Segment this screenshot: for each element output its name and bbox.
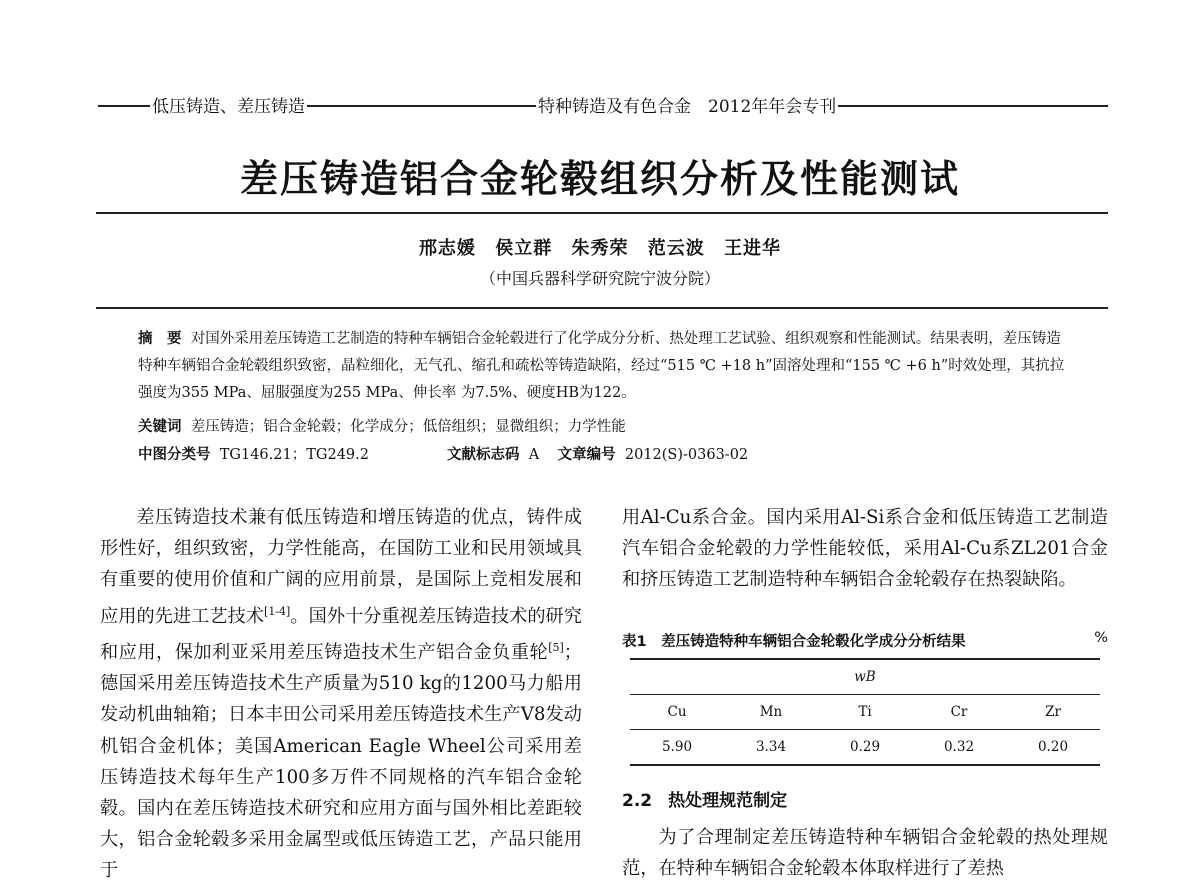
header-right: 特种铸造及有色合金 2012年年会专刊 [536, 92, 838, 117]
section-title: 热处理规范制定 [668, 791, 788, 811]
running-header [98, 92, 1108, 122]
table-caption [622, 630, 1108, 651]
paper-title: 差压铸造铝合金轮毂组织分析及性能测试 [239, 157, 960, 201]
citation: [1-4] [264, 604, 291, 618]
keywords-label: 关键词 [138, 419, 182, 435]
keywords-text: 差压铸造；铝合金轮毂；化学成分；低倍组织；显微组织；力学性能 [190, 419, 626, 435]
table-unit: % [1094, 630, 1108, 646]
body-right-column-continued [622, 822, 1108, 884]
section-number: 2.2 [622, 791, 653, 811]
table-header-cell: Cu [630, 695, 724, 730]
table-cell: 0.20 [1006, 730, 1100, 766]
article-number-value: 2012(S)-0363-02 [624, 447, 749, 463]
table-header-cell: Zr [1006, 695, 1100, 730]
table-cell: 5.90 [630, 730, 724, 766]
paragraph-text: 差压铸造技术兼有低压铸造和增压铸造的优点，铸件成形性好，组织致密，力学性能高，在国防工业和民用领域具有重要的使用价值和广阔的应用前景，是国际上竞相发展和应用的先进工艺技术 [100, 507, 582, 627]
table-caption-text: 表1 差压铸造特种车辆铝合金轮毂化学成分分析结果 [622, 634, 966, 650]
table-row [630, 730, 1100, 766]
affiliation: （中国兵器科学研究院宁波分院） [479, 269, 720, 288]
abstract-text: 对国外采用差压铸造工艺制造的特种车辆铝合金轮毂进行了化学成分分析、热处理工艺试验、组织观察和性能测试。结果表明，差压铸造特种车辆铝合金轮毂组织致密，晶粒细化，无气孔、缩孔和疏松等铸造缺陷，经过“515 ℃ +18 h”固溶处理和“155 ℃ +6 h”时效处理，其抗拉强度为355 MPa、屈服强度为255 MPa、伸长率 为7.5%、硬度HB为122。 [138, 331, 1065, 401]
paragraph [100, 502, 582, 887]
classification [138, 443, 748, 464]
table-cell: 3.34 [724, 730, 818, 766]
composition-table [630, 658, 1100, 766]
paragraph-text: 。国外十分重视差压铸造技术的研究和应用，保加利亚采用差压铸造技术生产铝合金负重轮 [100, 605, 582, 663]
table-span-header: wB [630, 659, 1100, 695]
table-header-cell: Mn [724, 695, 818, 730]
author: 范云波 [647, 238, 705, 259]
table-header-cell: Ti [818, 695, 912, 730]
title-rule [96, 212, 1108, 214]
clc-value: TG146.21；TG249.2 [219, 447, 369, 463]
author: 侯立群 [495, 238, 553, 259]
paragraph: 用Al-Cu系合金。国内采用Al-Si系合金和低压铸造工艺制造汽车铝合金轮毂的力学性能较低，采用Al-Cu系ZL201合金和挤压铸造工艺制造特种车辆铝合金轮毂存在热裂缺陷。 [622, 507, 1108, 591]
doc-code-label: 文献标志码 [446, 447, 520, 463]
clc-label: 中图分类号 [138, 447, 211, 463]
table-cell: 0.29 [818, 730, 912, 766]
abstract [138, 326, 1068, 407]
citation: [5] [548, 640, 564, 654]
body-right-column [622, 502, 1108, 596]
section-heading [622, 786, 787, 811]
paragraph: 为了合理制定差压铸造特种车辆铝合金轮毂的热处理规范，在特种车辆铝合金轮毂本体取样进行了差热 [622, 827, 1108, 880]
header-left: 低压铸造、差压铸造 [150, 92, 307, 117]
table-span-header-row [630, 659, 1100, 695]
keywords [138, 415, 626, 436]
table-header-cell: Cr [912, 695, 1006, 730]
author: 朱秀荣 [571, 238, 629, 259]
paragraph-text: ；德国采用差压铸造技术生产质量为510 kg的1200马力船用发动机曲轴箱；日本丰田公司采用差压铸造技术生产V8发动机铝合金机体；美国American Eagle Wheel公司采用差压铸造技术每年生产100多万件不同规格的汽车铝合金轮毂。国内在差压铸造技术研究和应用方面与国外相比差距较大，铝合金轮毂多采用金属型或低压铸造工艺，产品只能用于 [100, 641, 582, 882]
affiliation-rule [96, 307, 1108, 309]
body-left-column [100, 502, 582, 887]
author: 王进华 [724, 238, 782, 259]
author-list [0, 234, 1200, 260]
table-header-row [630, 695, 1100, 730]
table-cell: 0.32 [912, 730, 1006, 766]
doc-code-value: A [528, 447, 540, 463]
article-number-label: 文章编号 [557, 447, 616, 463]
abstract-label: 摘 要 [138, 331, 182, 347]
author: 邢志媛 [418, 238, 476, 259]
